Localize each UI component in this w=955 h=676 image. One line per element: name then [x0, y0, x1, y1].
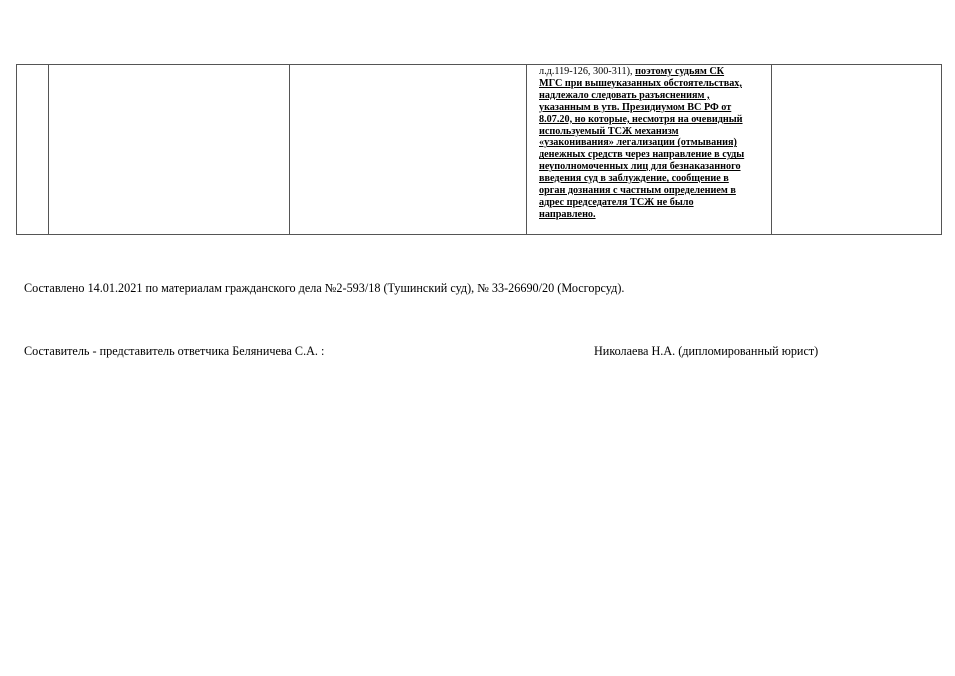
- author-name: Николаева Н.А. (дипломированный юрист): [594, 344, 819, 358]
- commentary-line: направлено.: [539, 208, 596, 220]
- commentary-line: надлежало следовать разъяснениям ,: [539, 89, 710, 101]
- commentary-line: орган дознания с частным определением в: [539, 185, 736, 197]
- commentary-line: используемый ТСЖ механизм: [539, 125, 679, 137]
- table-cell-3: [290, 65, 527, 235]
- compiled-note: Составлено 14.01.2021 по материалам гражданского дела №2-593/18 (Тушинский суд), № 33-26690/20 (Мосгорсуд).: [24, 281, 625, 295]
- table-cell-2: [49, 65, 290, 235]
- table-row: [17, 65, 942, 235]
- commentary-line: [539, 66, 767, 78]
- table-cell-commentary: [527, 65, 772, 235]
- commentary-text: [527, 65, 771, 221]
- commentary-line: адрес председателя ТСЖ не было: [539, 196, 694, 208]
- commentary-line: «узаконивания» легализации (отмывания): [539, 137, 737, 149]
- commentary-line: неуполномоченных лиц для безнаказанного: [539, 161, 741, 173]
- case-table: [16, 64, 942, 235]
- commentary-line: 8.07.20, но которые, несмотря на очевидный: [539, 113, 743, 125]
- commentary-line: денежных средств через направление в суды: [539, 149, 745, 161]
- commentary-bold-text: поэтому судьям СК: [635, 66, 725, 77]
- author-label: Составитель - представитель ответчика Беляничева С.А. :: [24, 344, 325, 358]
- commentary-line: указанным в утв. Президиумом ВС РФ от: [539, 101, 732, 113]
- commentary-plain-text: л.д.119-126, 300-311),: [539, 66, 636, 77]
- table-cell-5: [772, 65, 942, 235]
- commentary-line: введения суд в заблуждение, сообщение в: [539, 173, 729, 185]
- table-cell-number: [17, 65, 49, 235]
- commentary-line: МГС при вышеуказанных обстоятельствах,: [539, 77, 742, 89]
